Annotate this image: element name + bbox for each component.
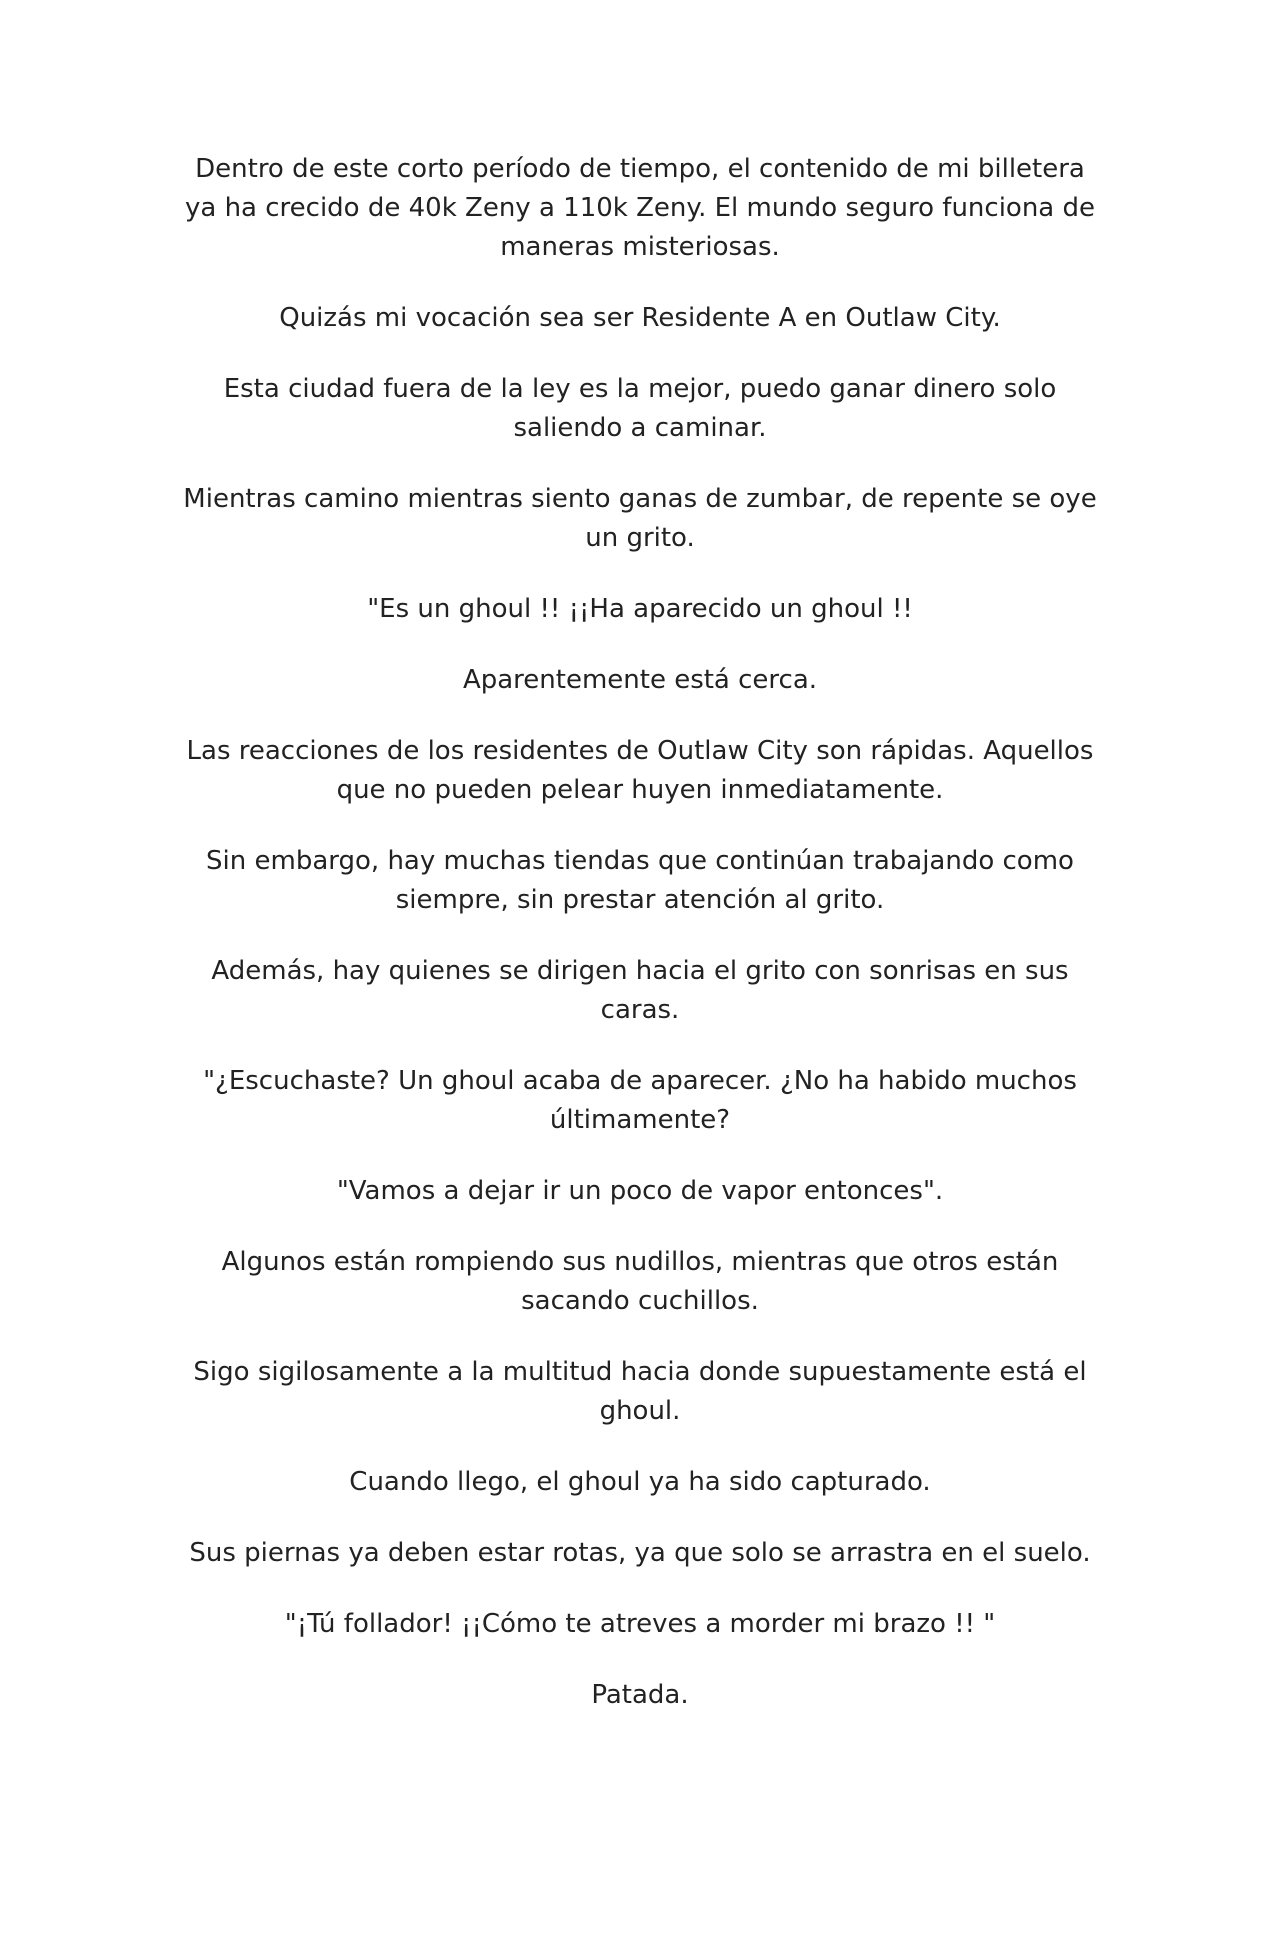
paragraph: Esta ciudad fuera de la ley es la mejor, puedo ganar dinero solo saliendo a caminar.: [223, 374, 1057, 443]
paragraph: Mientras camino mientras siento ganas de zumbar, de repente se oye un grito.: [183, 484, 1097, 553]
paragraph: Patada.: [591, 1680, 689, 1710]
paragraph: Las reacciones de los residentes de Outlaw City son rápidas. Aquellos que no pueden pelear huyen inmediatamente.: [186, 736, 1094, 805]
paragraph: "Es un ghoul !! ¡¡Ha aparecido un ghoul !!: [367, 594, 913, 624]
paragraph: Además, hay quienes se dirigen hacia el grito con sonrisas en sus caras.: [211, 956, 1069, 1025]
paragraph: Sin embargo, hay muchas tiendas que continúan trabajando como siempre, sin prestar atención al grito.: [206, 846, 1074, 915]
paragraph: Quizás mi vocación sea ser Residente A en Outlaw City.: [279, 303, 1001, 333]
paragraph: Cuando llego, el ghoul ya ha sido capturado.: [349, 1467, 931, 1497]
story-text: [180, 150, 1100, 1747]
paragraph: Dentro de este corto período de tiempo, el contenido de mi billetera ya ha crecido de 40k Zeny a 110k Zeny. El mundo seguro funciona de maneras misteriosas.: [184, 154, 1095, 262]
paragraph: Aparentemente está cerca.: [462, 665, 818, 695]
paragraph: Sigo sigilosamente a la multitud hacia donde supuestamente está el ghoul.: [193, 1357, 1087, 1426]
paragraph: "¡Tú follador! ¡¡Cómo te atreves a morder mi brazo !! ": [284, 1609, 996, 1639]
paragraph: "¿Escuchaste? Un ghoul acaba de aparecer. ¿No ha habido muchos últimamente?: [203, 1066, 1077, 1135]
paragraph: "Vamos a dejar ir un poco de vapor entonces".: [336, 1176, 944, 1206]
paragraph: Sus piernas ya deben estar rotas, ya que solo se arrastra en el suelo.: [189, 1538, 1091, 1568]
paragraph: Algunos están rompiendo sus nudillos, mientras que otros están sacando cuchillos.: [221, 1247, 1059, 1316]
